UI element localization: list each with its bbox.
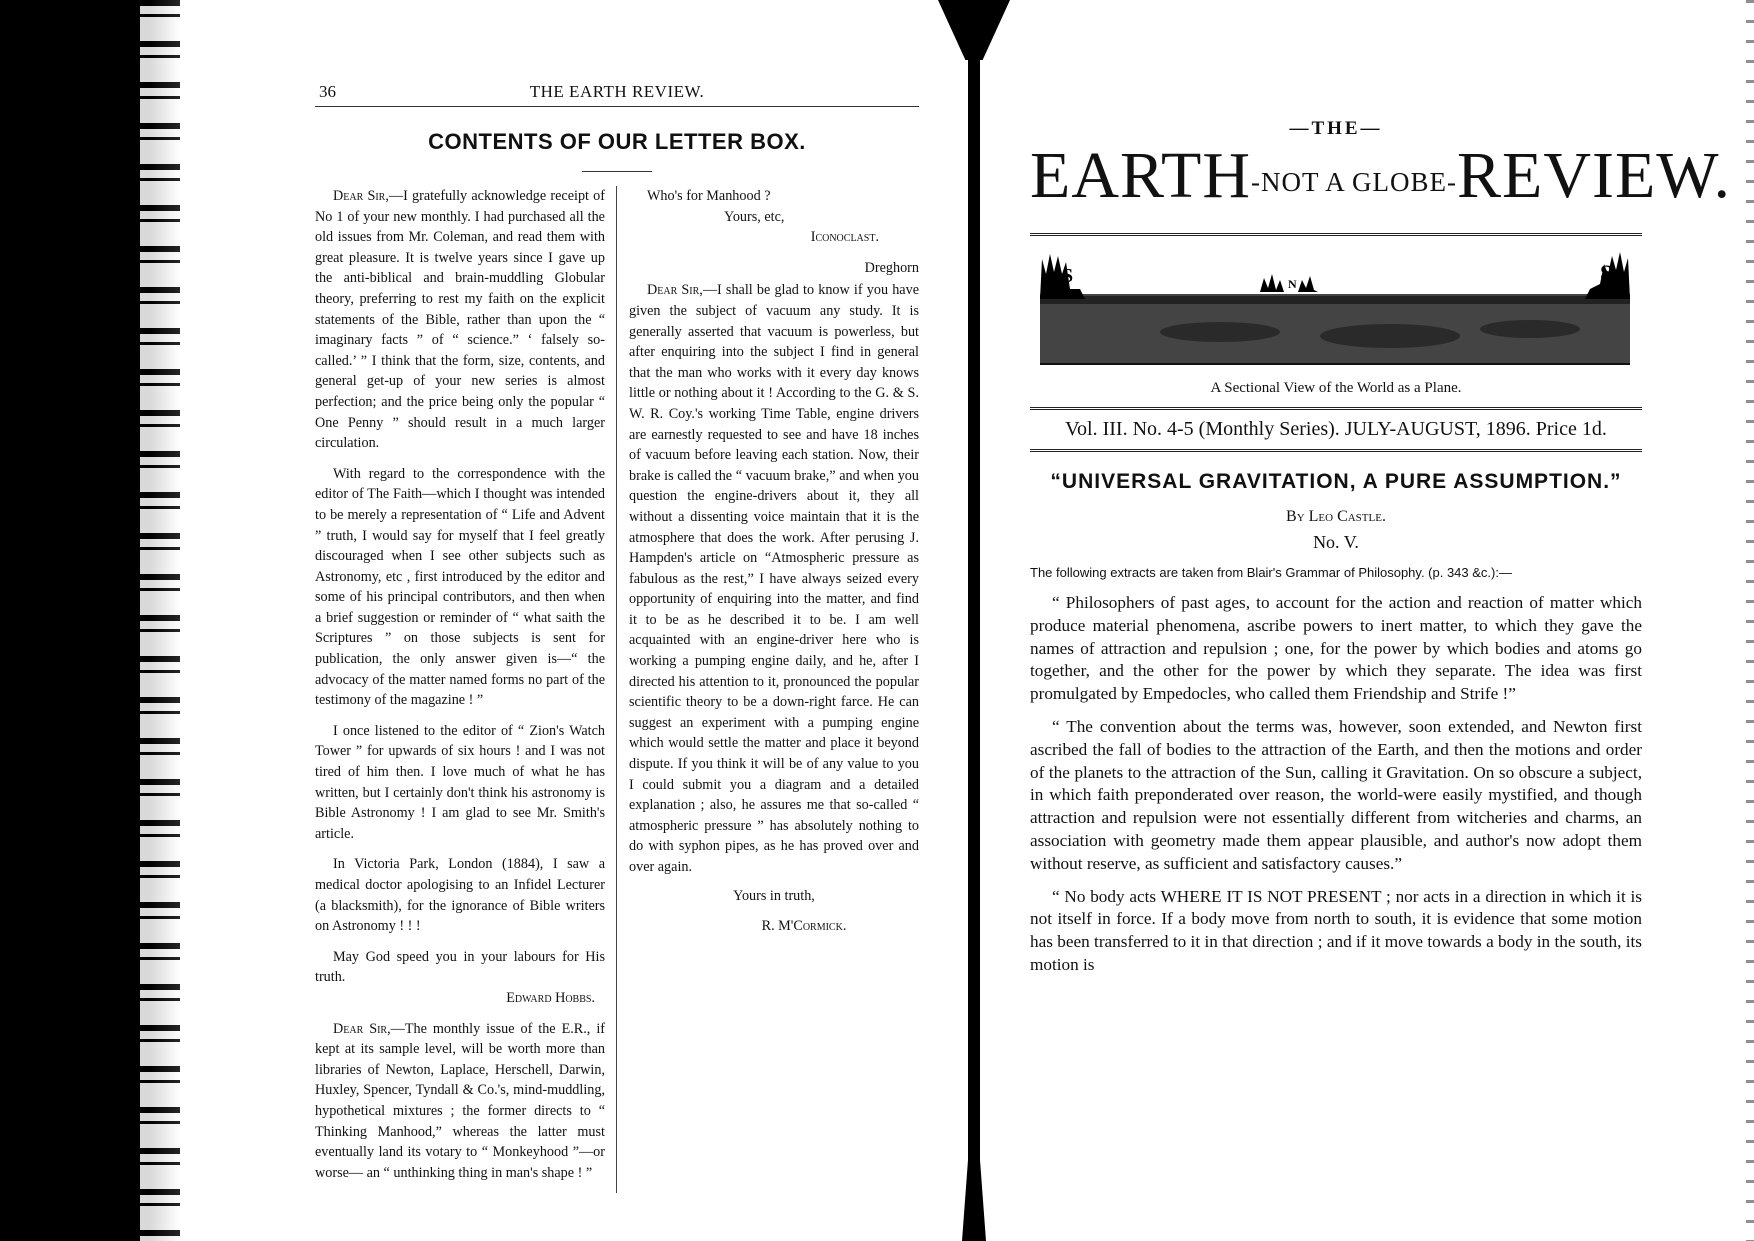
label-n: N bbox=[1288, 277, 1297, 291]
letter-paragraph: Dear Sir,—I shall be glad to know if you have given the subject of vacuum any study. It is generally asserted that vacuum is powerless, but after enquiring into the subject I find in general that the man who works with it every day knows little or nothing about it ! According to the G. & S. W. R. Coy.'s working Time Table, engine drivers are earnestly requested to see and have 18 inches of vacuum before leaving each station. Now, their brake is called the “ vacuum brake,” and when you question the engine-drivers about it, they all without a dissenting voice maintain that it is the atmosphere that does the work. After perusing J. Hampden's article on “Atmospheric pressure as fabulous as the rest,” I have always seized every opportunity of enquiring into the matter, and find it to be as he described it to be. I am well acquainted with an engine-driver here who is working a pumping engine daily, and he, after I directed his attention to it, pronounced the popular scientific theory to be a down-right farce. He can suggest an experiment with a pumping engine which would settle the matter and place it beyond dispute. If you think it will be of any value to you I could submit you a diagram and a detailed explanation ; also, he assures me that so-called “ atmospheric pressure ” has absolutely nothing to do with syphon pipes, as he has proved over and over again. bbox=[629, 282, 919, 875]
masthead-the: —THE— bbox=[1289, 118, 1383, 139]
title-rule bbox=[582, 171, 652, 172]
scan-right-edge bbox=[1746, 0, 1754, 1241]
letter-paragraph: Who's for Manhood ? bbox=[647, 188, 771, 204]
running-head: THE EARTH REVIEW. bbox=[529, 82, 705, 101]
masthead-title bbox=[1030, 139, 1732, 225]
letter-paragraph: With regard to the correspondence with the editor of The Faith—which I thought was intended to be merely a representation of “ Life and Advent ” truth, I would say for myself that I feel greatly discouraged when I see other subjects such as Astronomy, etc , first introduced by the editor and some of his principal contributors, and then when a brief suggestion or reminder of “ what saith the Scriptures ” on those subjects is sent for publication, the only answer given is—“ the advocacy of the matter named forms no part of the testimony of the magazine ! ” bbox=[315, 465, 605, 709]
letter-closing: Yours in truth, bbox=[733, 887, 815, 904]
article-body bbox=[1030, 592, 1642, 977]
scan-dark-edge-left bbox=[0, 0, 150, 1241]
article-paragraph: “ The convention about the terms was, however, soon extended, and Newton first ascribed the fall of bodies to the attraction of the Earth, and then the motions and order of the planets to the attraction of the Sun, calling it Gravitation. On so obscure a subject, in which faith preponderated over reason, the world-were easily mystified, and though attraction and repulsion were not essentially different from witcheries and charms, an association with geometry made them appear plausible, and author's now adopt them without reserve, as sufficient and satisfactory causes.” bbox=[1030, 716, 1642, 873]
left-page bbox=[315, 80, 919, 1193]
letter-place: Dreghorn bbox=[864, 259, 919, 276]
letter-signature: Edward Hobbs. bbox=[506, 989, 595, 1006]
letter-closing: Yours, etc, bbox=[724, 208, 785, 225]
running-header bbox=[315, 80, 919, 107]
article-intro: The following extracts are taken from Blair's Grammar of Philosophy. (p. 343 &c.):— bbox=[1030, 565, 1512, 580]
letter-paragraph: Dear Sir,—I gratefully acknowledge receipt of No 1 of your new monthly. I had purchased all the old issues from Mr. Coleman, and read them with great pleasure. It is twelve years since I gave up the anti-biblical and brain-muddling Globular theory, preferring to rest my faith on the explicit statements of the Bible, rather than upon the “ imaginary facts ” of “ science.” ‘ falsely so-called.’ ” I think that the form, size, contents, and general get-up of your new series is almost perfection; and the price being only the popular “ One Penny ” should result in a much larger circulation. bbox=[315, 188, 605, 452]
column-right bbox=[617, 186, 919, 1193]
page-number: 36 bbox=[319, 82, 336, 101]
masthead-review: REVIEW. bbox=[1457, 139, 1732, 212]
article-number: No. V. bbox=[1313, 532, 1359, 552]
article-paragraph: “ Philosophers of past ages, to account for the action and reaction of matter which produce material phenomena, ascribe powers to inert matter, to which they gave the names of attraction and repulsion ; one, for the power by which bodies and atoms go together, and the other for the power by which they separate. The idea was first promulgated by Empedocles, who called them Friendship and Strife !” bbox=[1030, 593, 1642, 704]
letter-signature: R. M'Cormick. bbox=[761, 918, 847, 935]
label-s-left: S bbox=[1062, 265, 1074, 287]
masthead-earth: EARTH bbox=[1030, 139, 1252, 212]
column-left bbox=[315, 186, 617, 1193]
right-page bbox=[1030, 118, 1732, 977]
letter-signature: Iconoclast. bbox=[810, 229, 879, 246]
book-gutter bbox=[968, 0, 980, 1241]
two-columns bbox=[315, 186, 919, 1193]
letter-paragraph: May God speed you in your labours for His truth. bbox=[315, 948, 605, 986]
article-title: “UNIVERSAL GRAVITATION, A PURE ASSUMPTION.” bbox=[1050, 470, 1622, 493]
issue-rule-top bbox=[1030, 407, 1642, 410]
issue-line: Vol. III. No. 4-5 (Monthly Series). JULY-AUGUST, 1896. Price 1d. bbox=[1065, 418, 1607, 440]
masthead-rule bbox=[1030, 233, 1642, 236]
letter-paragraph: I once listened to the editor of “ Zion's Watch Tower ” for upwards of six hours ! and I was not tired of him then. I love much of what he has written, but I certainly don't think his astronomy is Bible Astronomy ! I am glad to see Mr. Smith's article. bbox=[315, 722, 605, 842]
illustration-caption: A Sectional View of the World as a Plane. bbox=[1210, 380, 1462, 396]
flat-earth-illustration bbox=[1030, 244, 1642, 369]
article-byline: By Leo Castle. bbox=[1286, 508, 1386, 525]
section-title: CONTENTS OF OUR LETTER BOX. bbox=[428, 129, 806, 154]
issue-rule-bottom bbox=[1030, 449, 1642, 452]
article-paragraph: “ No body acts WHERE IT IS NOT PRESENT ; nor acts in a direction in which it is not itself in force. If a body move from north to south, it is evidence that some motion has been transferred to it in that direction ; and if it move towards a body in the south, its motion is bbox=[1030, 886, 1642, 974]
gutter-bottom bbox=[962, 1160, 986, 1241]
letter-paragraph: In Victoria Park, London (1884), I saw a medical doctor apologising to an Infidel Lecturer (a blacksmith), for the ignorance of Bible writers on Astronomy ! ! ! bbox=[315, 856, 605, 935]
letter-paragraph: Dear Sir,—The monthly issue of the E.R., if kept at its sample level, will be worth more than libraries of Newton, Laplace, Herschell, Darwin, Huxley, Spencer, Tyndall & Co.'s, mind-muddling, hypothetical mixtures ; the former directs to “ Thinking Manhood,” whereas the latter must eventually land its votary to “ Monkeyhood ”—or worse— an “ unthinking thing in man's shape ! ” bbox=[315, 1020, 605, 1181]
masthead-not-a-globe: -NOT A GLOBE- bbox=[1251, 167, 1458, 197]
label-s-right: S bbox=[1600, 260, 1613, 285]
scan-ragged-edge bbox=[140, 0, 180, 1241]
